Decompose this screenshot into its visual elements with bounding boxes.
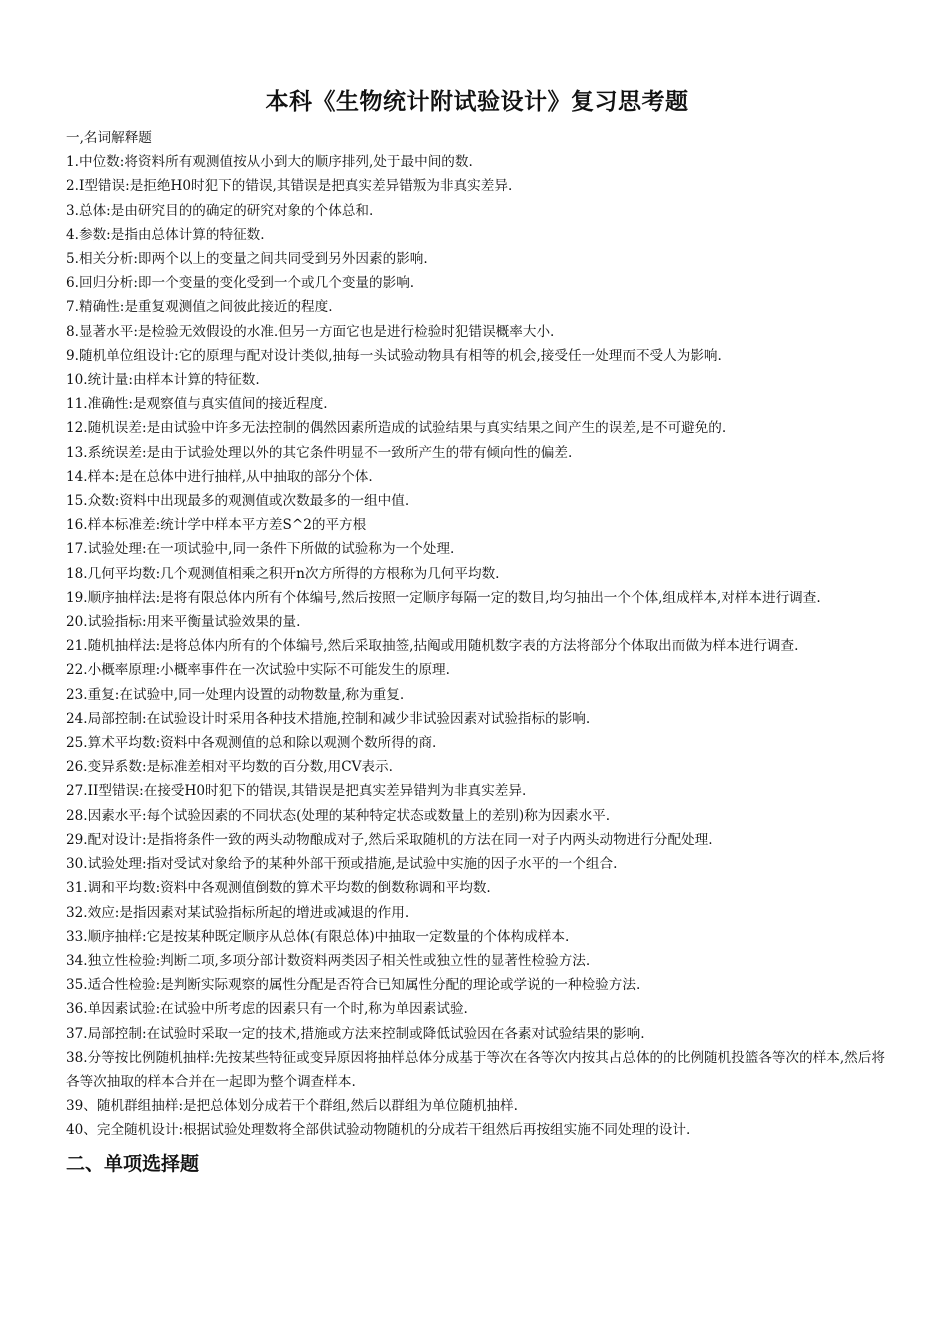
definition-entry: 3.总体:是由研究目的的确定的研究对象的个体总和. <box>66 202 374 219</box>
definition-entry: 10.统计量:由样本计算的特征数. <box>66 372 260 389</box>
definition-entry: 30.试验处理:指对受试对象给予的某种外部干预或措施,是试验中实施的因子水平的一个组合. <box>66 856 618 873</box>
definition-entry: 6.回归分析:即一个变量的变化受到一个或几个变量的影响. <box>66 275 415 292</box>
definition-entry: 23.重复:在试验中,同一处理内设置的动物数量,称为重复. <box>66 686 405 703</box>
document-title: 本科《生物统计附试验设计》复习思考题 <box>265 89 689 115</box>
definition-entry: 39、随机群组抽样:是把总体划分成若干个群组,然后以群组为单位随机抽样. <box>66 1098 518 1115</box>
definition-entry: 15.众数:资料中出现最多的观测值或次数最多的一组中值. <box>66 493 410 510</box>
definition-entry: 21.随机抽样法:是将总体内所有的个体编号,然后采取抽签,拈阄或用随机数字表的方法将部分个体取出而做为样本进行调查. <box>66 638 799 655</box>
definition-entry: 26.变异系数:是标准差相对平均数的百分数,用CV表示. <box>66 759 393 776</box>
definition-entry: 1.中位数:将资料所有观测值按从小到大的顺序排列,处于最中间的数. <box>66 154 473 171</box>
definition-entry: 22.小概率原理:小概率事件在一次试验中实际不可能发生的原理. <box>66 662 450 679</box>
definition-list <box>66 150 888 1142</box>
definition-entry: 9.随机单位组设计:它的原理与配对设计类似,抽每一头试验动物具有相等的机会,接受任一处理而不受人为影响. <box>66 347 722 364</box>
definition-entry: 4.参数:是指由总体计算的特征数. <box>66 226 265 243</box>
definition-entry: 31.调和平均数:资料中各观测值倒数的算术平均数的倒数称调和平均数. <box>66 880 491 897</box>
section-one-heading: 一,名词解释题 <box>66 130 152 146</box>
definition-entry: 40、完全随机设计:根据试验处理数将全部供试验动物随机的分成若干组然后再按组实施不同处理的设计. <box>66 1122 691 1139</box>
definition-entry: 17.试验处理:在一项试验中,同一条件下所做的试验称为一个处理. <box>66 541 455 558</box>
definition-entry: 14.样本:是在总体中进行抽样,从中抽取的部分个体. <box>66 468 373 485</box>
document-page <box>66 86 888 1179</box>
definition-entry: 8.显著水平:是检验无效假设的水准.但另一方面它也是进行检验时犯错误概率大小. <box>66 323 555 340</box>
definition-entry: 34.独立性检验:判断二项,多项分部计数资料两类因子相关性或独立性的显著性检验方法. <box>66 952 591 969</box>
definition-entry: 2.I型错误:是拒绝H0时犯下的错误,其错误是把真实差异错叛为非真实差异. <box>66 178 513 195</box>
definition-entry: 32.效应:是指因素对某试验指标所起的增进或减退的作用. <box>66 904 410 921</box>
definition-entry: 27.II型错误:在接受H0时犯下的错误,其错误是把真实差异错判为非真实差异. <box>66 783 527 800</box>
definition-entry: 18.几何平均数:几个观测值相乘之积开n次方所得的方根称为几何平均数. <box>66 565 500 582</box>
definition-entry: 5.相关分析:即两个以上的变量之间共同受到另外因素的影响. <box>66 251 428 268</box>
definition-entry: 11.准确性:是观察值与真实值间的接近程度. <box>66 396 328 413</box>
definition-entry: 13.系统误差:是由于试验处理以外的其它条件明显不一致所产生的带有倾向性的偏差. <box>66 444 573 461</box>
definition-entry: 25.算术平均数:资料中各观测值的总和除以观测个数所得的商. <box>66 735 437 752</box>
definition-entry: 20.试验指标:用来平衡量试验效果的量. <box>66 614 301 631</box>
definition-entry: 16.样本标准差:统计学中样本平方差S^2的平方根 <box>66 517 367 534</box>
definition-entry: 38.分等按比例随机抽样:先按某些特征或变异原因将抽样总体分成基于等次在各等次内按其占总体的的比例随机投篮各等次的样本,然后将各等次抽取的样本合并在一起即为整个调查样本. <box>66 1049 885 1090</box>
definition-entry: 33.顺序抽样:它是按某种既定顺序从总体(有限总体)中抽取一定数量的个体构成样本. <box>66 928 570 945</box>
definition-entry: 12.随机误差:是由试验中许多无法控制的偶然因素所造成的试验结果与真实结果之间产生的误差,是不可避免的. <box>66 420 727 437</box>
definition-entry: 29.配对设计:是指将条件一致的两头动物酿成对子,然后采取随机的方法在同一对子内两头动物进行分配处理. <box>66 831 713 848</box>
definition-entry: 28.因素水平:每个试验因素的不同状态(处理的某种特定状态或数量上的差别)称为因素水平. <box>66 807 611 824</box>
definition-entry: 36.单因素试验:在试验中所考虑的因素只有一个时,称为单因素试验. <box>66 1001 468 1018</box>
definition-entry: 35.适合性检验:是判断实际观察的属性分配是否符合已知属性分配的理论或学说的一种检验方法. <box>66 977 641 994</box>
definition-entry: 37.局部控制:在试验时采取一定的技术,措施或方法来控制或降低试验因在各素对试验结果的影响. <box>66 1025 645 1042</box>
definition-entry: 19.顺序抽样法:是将有限总体内所有个体编号,然后按照一定顺序每隔一定的数目,均匀抽出一个个体,组成样本,对样本进行调查. <box>66 589 821 606</box>
definition-entry: 24.局部控制:在试验设计时采用各种技术措施,控制和减少非试验因素对试验指标的影响. <box>66 710 591 727</box>
section-two-heading: 二、单项选择题 <box>66 1152 200 1175</box>
definition-entry: 7.精确性:是重复观测值之间彼此接近的程度. <box>66 299 333 316</box>
